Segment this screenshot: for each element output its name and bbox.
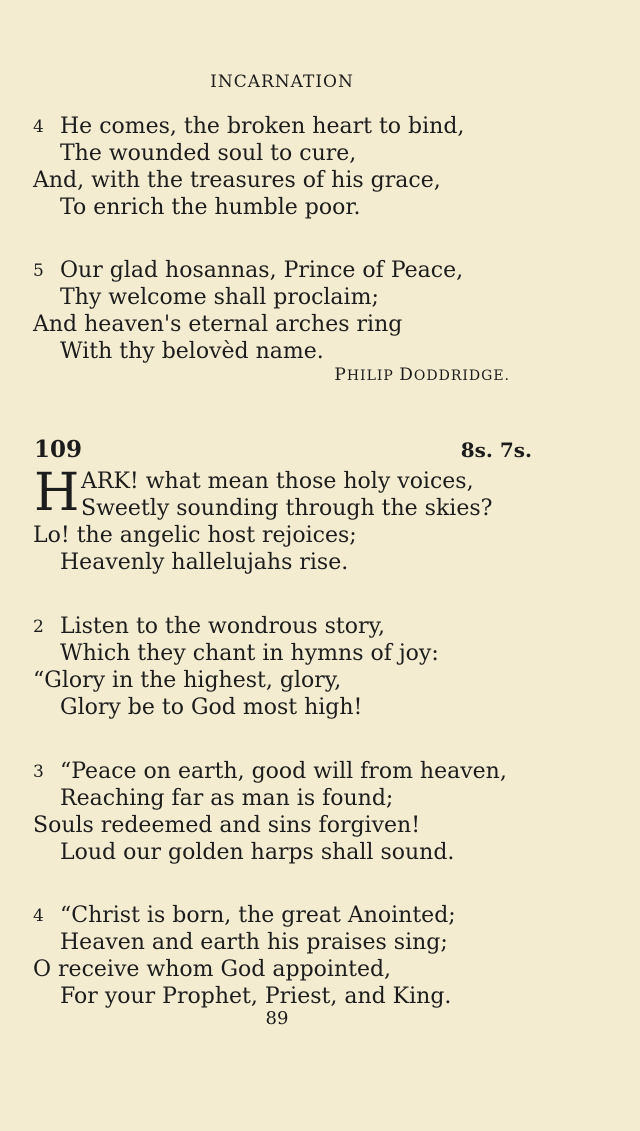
stanza-number: 3 <box>33 762 44 782</box>
verse-line: Listen to the wondrous story, <box>60 614 385 639</box>
verse-line: Which they chant in hymns of joy: <box>60 641 439 666</box>
author-credit: PHILIP DODDRIDGE. <box>334 365 510 385</box>
hymn-meter: 8s. 7s. <box>460 438 532 462</box>
stanza-number: 5 <box>33 261 44 281</box>
verse-line: For your Prophet, Priest, and King. <box>60 984 452 1009</box>
verse-line: Heavenly hallelujahs rise. <box>60 550 349 575</box>
verse-line: Sweetly sounding through the skies? <box>81 496 493 521</box>
verse-line: ARK! what mean those holy voices, <box>81 469 474 494</box>
page-number: 89 <box>265 1008 289 1029</box>
verse-line: Souls redeemed and sins forgiven! <box>33 813 421 838</box>
verse-line: Reaching far as man is found; <box>60 786 394 811</box>
verse-line: Our glad hosannas, Prince of Peace, <box>60 258 464 283</box>
verse-line: And heaven's eternal arches ring <box>33 312 403 337</box>
verse-line: Heaven and earth his praises sing; <box>60 930 448 955</box>
verse-line: Loud our golden harps shall sound. <box>60 840 455 865</box>
verse-line: The wounded soul to cure, <box>60 141 357 166</box>
drop-cap: H <box>34 463 80 523</box>
stanza-number: 2 <box>33 617 44 637</box>
stanza-number: 4 <box>33 906 44 926</box>
verse-line: O receive whom God appointed, <box>33 957 392 982</box>
verse-line: “Peace on earth, good will from heaven, <box>60 759 507 784</box>
verse-line: Thy welcome shall proclaim; <box>60 285 379 310</box>
verse-line: “Glory in the highest, glory, <box>33 668 342 693</box>
verse-line: Glory be to God most high! <box>60 695 363 720</box>
running-head: INCARNATION <box>210 72 354 92</box>
verse-line: To enrich the humble poor. <box>60 195 361 220</box>
verse-line: Lo! the angelic host rejoices; <box>33 523 357 548</box>
hymn-number: 109 <box>34 436 83 463</box>
verse-line: “Christ is born, the great Anointed; <box>60 903 456 928</box>
verse-line: And, with the treasures of his grace, <box>33 168 441 193</box>
stanza-number: 4 <box>33 117 44 137</box>
verse-line: With thy belovèd name. <box>60 339 324 364</box>
verse-line: He comes, the broken heart to bind, <box>60 114 465 139</box>
